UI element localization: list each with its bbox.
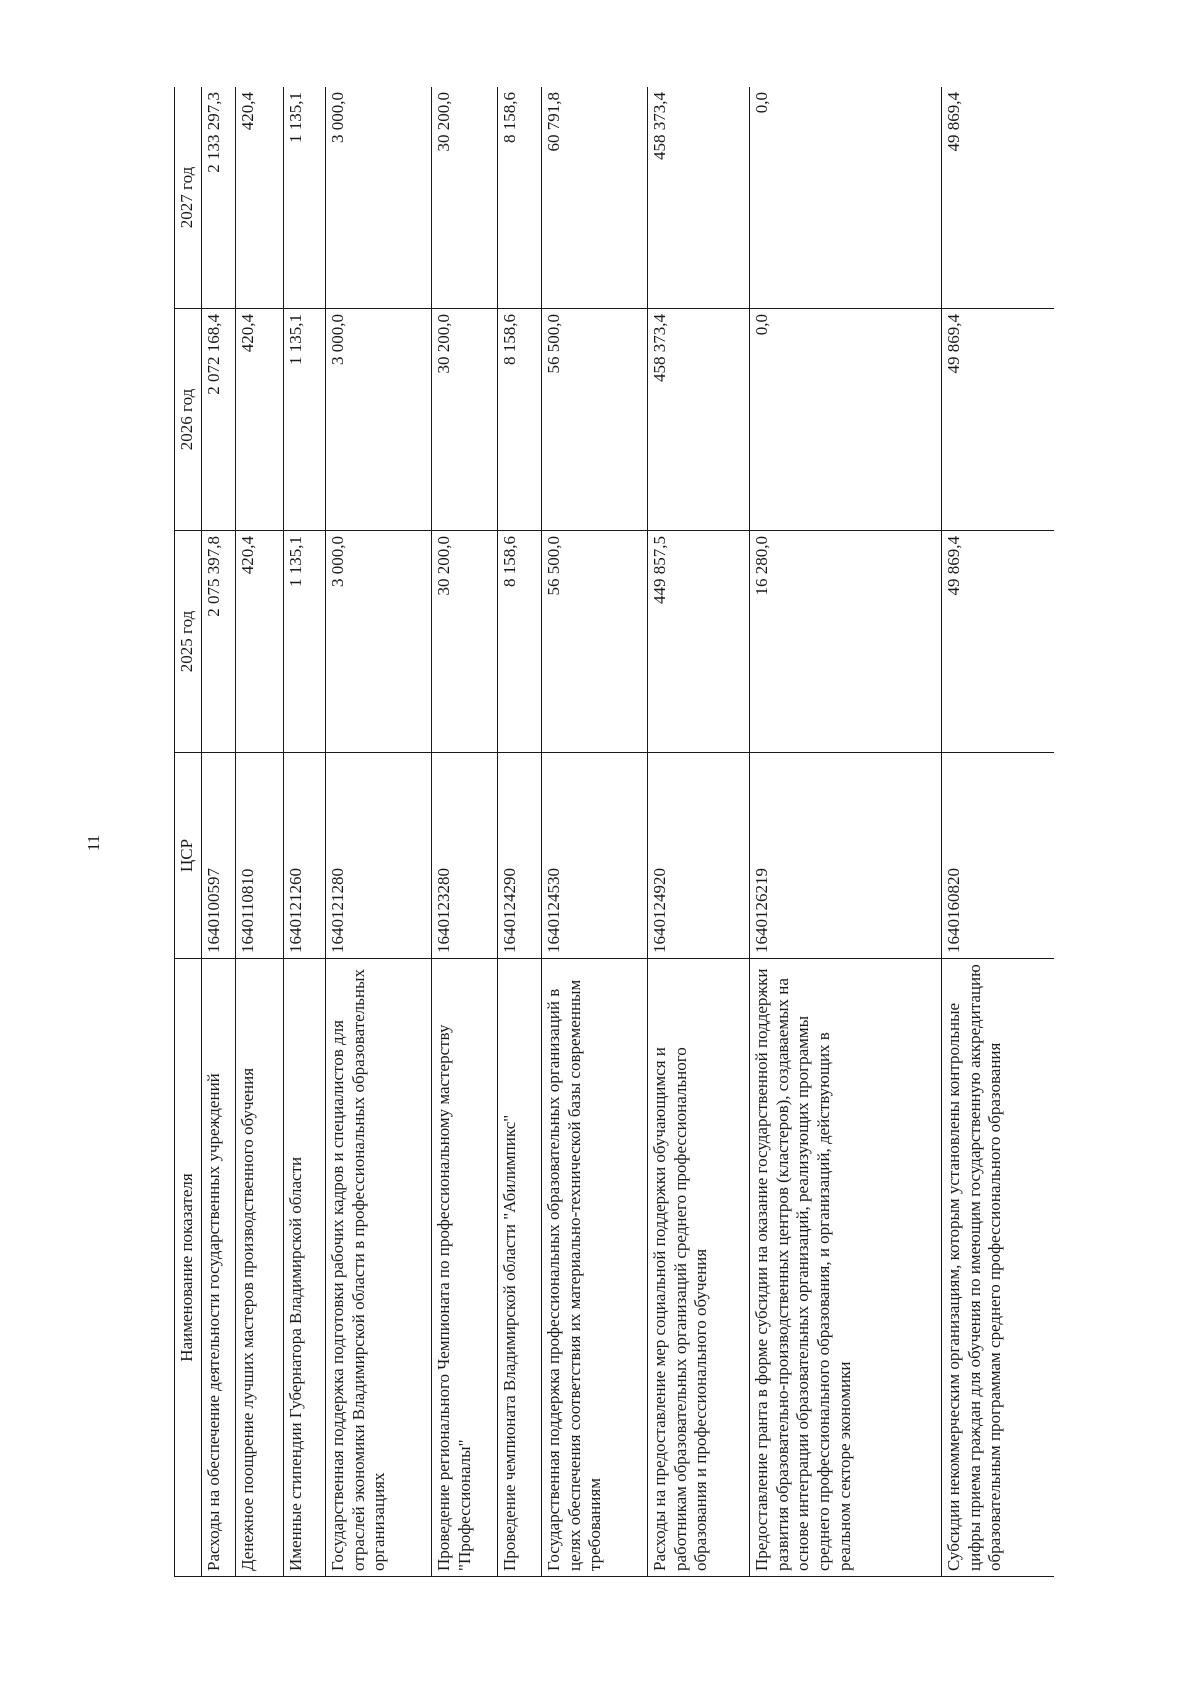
row-2025: 3 000,0 <box>326 531 432 753</box>
row-2027: 49 869,4 <box>942 87 1055 309</box>
row-name: Субсидии некоммерческим организациям, которым установлены контрольные цифры приема граждан для обучения по имеющим государственную аккредитацию образовательным программам среднего профессионального образования <box>942 959 1055 1577</box>
header-csr: ЦСР <box>175 753 202 959</box>
row-csr: 1640124530 <box>542 753 648 959</box>
row-csr: 1640160820 <box>942 753 1055 959</box>
row-2025: 16 280,0 <box>750 531 942 753</box>
table-row <box>284 87 326 1577</box>
table-row <box>432 87 498 1577</box>
row-2027: 60 791,8 <box>542 87 648 309</box>
table-rotation-frame <box>174 87 1054 1577</box>
table-row <box>236 87 284 1577</box>
table-row <box>202 87 236 1577</box>
budget-table <box>174 87 1054 1577</box>
row-2027: 458 373,4 <box>648 87 750 309</box>
row-2026: 56 500,0 <box>542 309 648 531</box>
row-csr: 1640121280 <box>326 753 432 959</box>
row-2025: 30 200,0 <box>432 531 498 753</box>
table-header-row <box>175 87 202 1577</box>
row-2027: 8 158,6 <box>498 87 542 309</box>
rotated-table-container <box>174 87 1054 1577</box>
table-row <box>498 87 542 1577</box>
row-csr: 1640126219 <box>750 753 942 959</box>
page-number: 11 <box>84 834 103 852</box>
row-csr: 1640124290 <box>498 753 542 959</box>
row-name: Проведение регионального Чемпионата по профессиональному мастерству "Профессионалы" <box>432 959 498 1577</box>
row-2026: 420,4 <box>236 309 284 531</box>
row-2027: 2 133 297,3 <box>202 87 236 309</box>
row-2025: 56 500,0 <box>542 531 648 753</box>
row-2025: 8 158,6 <box>498 531 542 753</box>
row-2026: 30 200,0 <box>432 309 498 531</box>
row-2026: 49 869,4 <box>942 309 1055 531</box>
row-2025: 49 869,4 <box>942 531 1055 753</box>
row-2026: 2 072 168,4 <box>202 309 236 531</box>
row-2026: 3 000,0 <box>326 309 432 531</box>
row-csr: 1640121260 <box>284 753 326 959</box>
table-row <box>542 87 648 1577</box>
row-name: Государственная поддержка профессиональных образовательных организаций в целях обеспечения соответствия их материально-технической базы современным требованиям <box>542 959 648 1577</box>
row-2026: 8 158,6 <box>498 309 542 531</box>
row-name: Расходы на предоставление мер социальной поддержки обучающимся и работникам образовательных организаций среднего профессионального образования и профессионального обучения <box>648 959 750 1577</box>
header-2025: 2025 год <box>175 531 202 753</box>
table-row <box>750 87 942 1577</box>
row-name: Именные стипендии Губернатора Владимирской области <box>284 959 326 1577</box>
row-2027: 3 000,0 <box>326 87 432 309</box>
row-2027: 420,4 <box>236 87 284 309</box>
row-name: Денежное поощрение лучших мастеров производственного обучения <box>236 959 284 1577</box>
row-2026: 1 135,1 <box>284 309 326 531</box>
table-row <box>326 87 432 1577</box>
row-2025: 2 075 397,8 <box>202 531 236 753</box>
row-2025: 420,4 <box>236 531 284 753</box>
row-csr: 1640100597 <box>202 753 236 959</box>
table-row <box>942 87 1055 1577</box>
row-csr: 1640124920 <box>648 753 750 959</box>
row-csr: 1640110810 <box>236 753 284 959</box>
row-name: Предоставление гранта в форме субсидии на оказание государственной поддержки развития образовательно-производственных центров (кластеров), создаваемых на основе интеграции образовательных организаций, реализующих программы среднего профессионального образования, и организаций, действующих в реальном секторе экономики <box>750 959 942 1577</box>
row-name: Расходы на обеспечение деятельности государственных учреждений <box>202 959 236 1577</box>
row-2027: 0,0 <box>750 87 942 309</box>
row-2027: 1 135,1 <box>284 87 326 309</box>
header-name: Наименование показателя <box>175 959 202 1577</box>
header-2026: 2026 год <box>175 309 202 531</box>
row-2027: 30 200,0 <box>432 87 498 309</box>
table-row <box>648 87 750 1577</box>
row-name: Государственная поддержка подготовки рабочих кадров и специалистов для отраслей экономики Владимирской области в профессиональных образовательных организациях <box>326 959 432 1577</box>
header-2027: 2027 год <box>175 87 202 309</box>
row-2026: 458 373,4 <box>648 309 750 531</box>
row-csr: 1640123280 <box>432 753 498 959</box>
row-2026: 0,0 <box>750 309 942 531</box>
row-2025: 1 135,1 <box>284 531 326 753</box>
row-name: Проведение чемпионата Владимирской области "Абилимпикс" <box>498 959 542 1577</box>
row-2025: 449 857,5 <box>648 531 750 753</box>
